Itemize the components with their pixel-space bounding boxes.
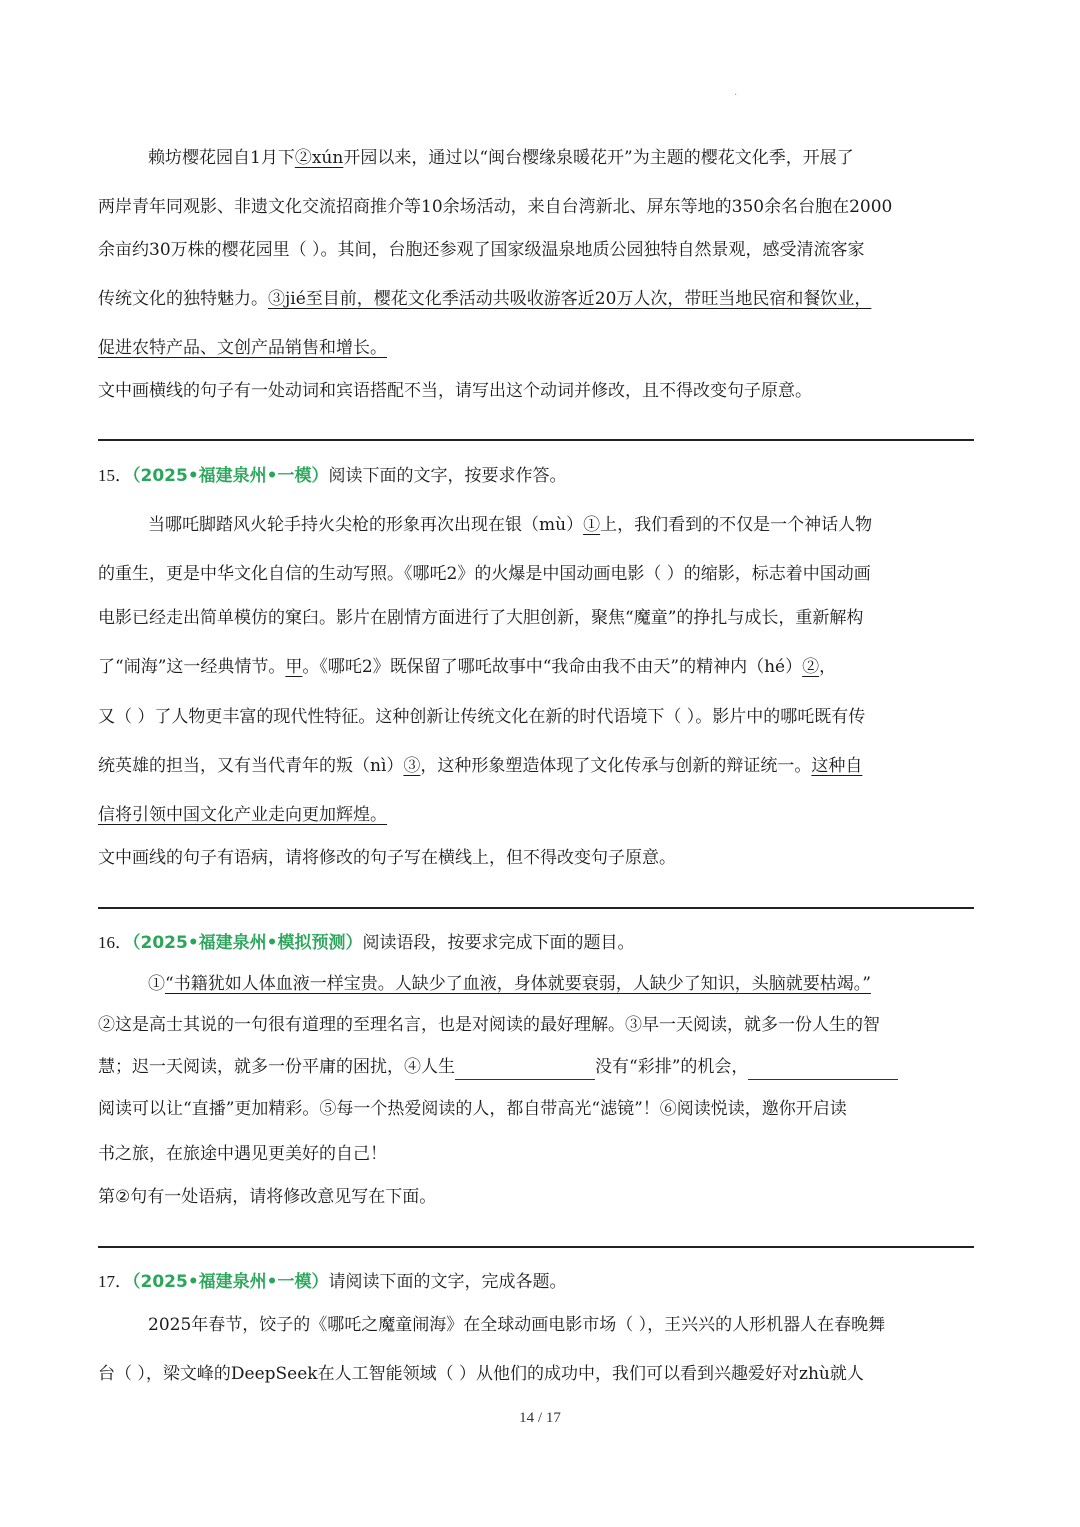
q15-underlined-sentence: 这种自: [811, 756, 863, 776]
q15-blank-jia: 甲: [285, 657, 303, 677]
q15-text: 统英雄的担当，又有当代青年的叛（nì）: [98, 756, 404, 776]
q16-prompt: 第②句有一处语病，请将修改意见写在下面。: [98, 1187, 437, 1207]
q16-text: 慧；迟一天阅读，就多一份平庸的困扰，④人生: [98, 1057, 455, 1077]
q17-line-1: 2025年春节，饺子的《哪吒之魔童闹海》在全球动画电影市场（ ），王兴兴的人形机器人在春晚舞: [148, 1315, 886, 1335]
q14-underlined-sentence-end: 促进农特产品、文创产品销售和增长。: [98, 338, 387, 358]
q14-blank-2: ②xún: [294, 148, 344, 168]
q16-number: 16．: [98, 933, 132, 952]
q16-source: （2025•福建泉州•模拟预测）: [132, 933, 363, 953]
q15-text: 。《哪吒2》既保留了哪吒故事中“我命由我不由天”的精神内（hé）: [302, 657, 803, 677]
q14-line-4: [98, 286, 984, 312]
q14-text: 开园以来，通过以“闽台樱缘泉暖花开”为主题的樱花文化季，开展了: [343, 148, 854, 168]
q15-blank-3: ③: [403, 756, 421, 776]
q15-line-4: [98, 654, 984, 680]
q17-line-2: 台（ ），梁文峰的DeepSeek在人工智能领域（ ）从他们的成功中，我们可以看到兴趣爱好对zhù就人: [98, 1364, 864, 1384]
q17-number: 17．: [98, 1272, 132, 1291]
q14-line-5: [98, 335, 984, 361]
q15-text: 当哪吒脚踏风火轮手持火尖枪的形象再次出现在银（mù）: [148, 515, 584, 535]
q14-prompt: 文中画横线的句子有一处动词和宾语搭配不当，请写出这个动词并修改，且不得改变句子原意。: [98, 381, 812, 401]
q15-underlined-sentence-end: 信将引领中国文化产业走向更加辉煌。: [98, 805, 387, 825]
q15-source: （2025•福建泉州•一模）: [132, 466, 329, 486]
q15-text: ，这种形象塑造体现了文化传承与创新的辩证统一。: [420, 756, 812, 776]
q16-underlined-quote: “书籍犹如人体血液一样宝贵。人缺少了血液，身体就要衰弱，人缺少了知识，头脑就要枯竭。”: [165, 974, 871, 994]
q15-text: ，: [819, 657, 837, 677]
q15-prompt: 文中画线的句子有语病，请将修改的句子写在横线上，但不得改变句子原意。: [98, 848, 676, 868]
q16-answer-line[interactable]: [98, 1246, 974, 1248]
q14-answer-line[interactable]: [98, 439, 974, 441]
q15-line-3: 电影已经走出简单模仿的窠臼。影片在剧情方面进行了大胆创新，聚焦“魔童”的挣扎与成长，重新解构: [98, 608, 864, 628]
q15-text: 了“闹海”这一经典情节。: [98, 657, 286, 677]
q16-fill-blank-1[interactable]: [455, 1059, 595, 1080]
q17-source: （2025•福建泉州•一模）: [132, 1272, 329, 1292]
q16-line-4: 阅读可以让“直播”更加精彩。⑤每一个热爱阅读的人，都自带高光“滤镜”！⑥阅读悦读，邀你开启读: [98, 1099, 847, 1119]
q15-header: [98, 463, 984, 489]
page-number: 14 / 17: [519, 1410, 561, 1426]
q16-header: [98, 930, 984, 956]
q16-line-2: ②这是高士其说的一句很有道理的至理名言，也是对阅读的最好理解。③早一天阅读，就多一份人生的智: [98, 1015, 880, 1035]
q15-text: 上，我们看到的不仅是一个神话人物: [600, 515, 873, 535]
q15-line-5: 又（ ）了人物更丰富的现代性特征。这种创新让传统文化在新的时代语境下（ ）。影片中的哪吒既有传: [98, 707, 866, 727]
q16-fill-blank-2[interactable]: [748, 1059, 898, 1080]
q14-underlined-sentence: ③jié至目前，樱花文化季活动共吸收游客近20万人次，带旺当地民宿和餐饮业，: [268, 289, 872, 309]
q16-line-3: [98, 1054, 984, 1080]
q15-number: 15．: [98, 466, 132, 485]
q15-line-6: [98, 753, 984, 779]
q16-text: ①: [148, 974, 165, 994]
q15-line-2: 的重生，更是中华文化自信的生动写照。《哪吒2》的火爆是中国动画电影（ ）的缩影，标志着中国动画: [98, 564, 871, 584]
q16-line-1: [148, 971, 984, 997]
q16-intro: 阅读语段，按要求完成下面的题目。: [362, 933, 635, 953]
q15-line-7: [98, 802, 984, 828]
q14-line-2: 两岸青年同观影、非遗文化交流招商推介等10余场活动，来自台湾新北、屏东等地的350余名台胞在2000: [98, 197, 893, 217]
q15-intro: 阅读下面的文字，按要求作答。: [328, 466, 567, 486]
q16-text: 没有“彩排”的机会，: [595, 1057, 749, 1077]
q15-blank-1: ①: [583, 515, 601, 535]
scan-dot: ·: [734, 90, 738, 101]
q14-line-1: [148, 145, 984, 171]
q15-line-1: [148, 512, 984, 538]
q14-line-3: 余亩约30万株的樱花园里（ ）。其间，台胞还参观了国家级温泉地质公园独特自然景观，感受清流客家: [98, 240, 865, 260]
q17-intro: 请阅读下面的文字，完成各题。: [328, 1272, 567, 1292]
q14-text: 传统文化的独特魅力。: [98, 289, 268, 309]
q17-header: [98, 1269, 984, 1295]
q15-blank-2: ②: [802, 657, 820, 677]
q16-line-5: 书之旅，在旅途中遇见更美好的自己！: [98, 1144, 387, 1164]
q14-text: 赖坊樱花园自1月下: [148, 148, 295, 168]
q15-answer-line[interactable]: [98, 907, 974, 909]
